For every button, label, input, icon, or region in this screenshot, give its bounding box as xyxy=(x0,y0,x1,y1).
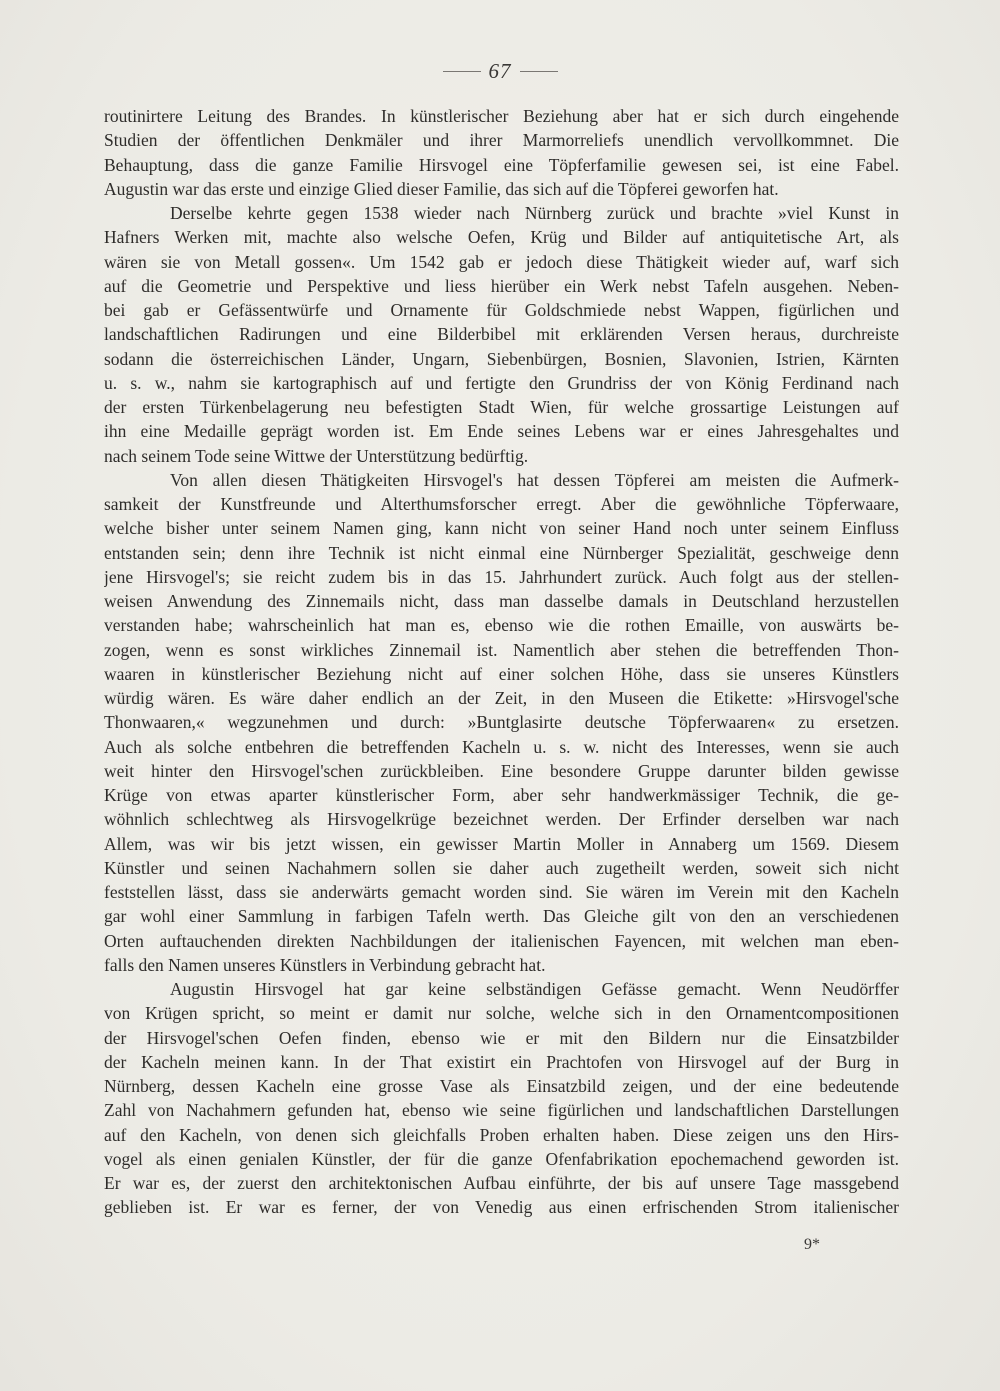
text-line: wären sie von Metall gossen«. Um 1542 gab er jedoch diese Thätigkeit wieder auf, warf sich xyxy=(104,251,899,272)
text-line: Allem, was wir bis jetzt wissen, ein gewisser Martin Moller in Annaberg um 1569. Diesem xyxy=(104,833,899,854)
text-line: gar wohl einer Sammlung in farbigen Tafeln werth. Das Gleiche gilt von den an verschiedenen xyxy=(104,906,899,927)
text-line: Behauptung, dass die ganze Familie Hirsvogel eine Töpferfamilie gewesen sei, ist eine Fabel. xyxy=(104,154,899,175)
text-line: bei gab er Gefässentwürfe und Ornamente für Goldschmiede nebst Wappen, figürlichen und xyxy=(104,300,899,320)
text-line: Thonwaaren,« wegzunehmen und durch: »Buntglasirte deutsche Töpferwaaren« zu ersetzen. xyxy=(104,712,899,733)
text-line: Augustin Hirsvogel hat gar keine selbständigen Gefässe gemacht. Wenn Neudörffer xyxy=(170,979,899,999)
text-line: entstanden sein; denn ihre Technik ist nicht einmal eine Nürnberger Spezialität, geschweige denn xyxy=(104,542,899,563)
text-line: auf die Geometrie und Perspektive und liess hierüber ein Werk nebst Tafeln ausgehen. Neben- xyxy=(104,275,899,296)
text-line: Derselbe kehrte gegen 1538 wieder nach Nürnberg zurück und brachte »viel Kunst in xyxy=(170,203,899,223)
text-line: Auch als solche entbehren die betreffenden Kacheln u. s. w. nicht des Interesses, wenn sie auch xyxy=(104,736,899,757)
text-line: weit hinter den Hirsvogel'schen zurückbleiben. Eine besondere Gruppe darunter bilden gewisse xyxy=(104,760,899,781)
text-line: jene Hirsvogel's; sie reicht zudem bis in das 15. Jahrhundert zurück. Auch folgt aus der stellen- xyxy=(104,566,899,587)
text-line: geblieben ist. Er war es ferner, der von Venedig aus einen erfrischenden Strom italienischer xyxy=(104,1197,899,1218)
text-line: welche bisher unter seinem Namen ging, kann nicht von seiner Hand noch unter seinem Einfluss xyxy=(104,518,899,539)
text-line: vogel als einen genialen Künstler, der für die ganze Ofenfabrikation epochemachend geworden ist. xyxy=(104,1148,899,1169)
text-line: Orten auftauchenden direkten Nachbildungen der italienischen Fayencen, mit welchen man eben- xyxy=(104,930,899,951)
text-line: falls den Namen unseres Künstlers in Verbindung gebracht hat. xyxy=(104,954,546,975)
text-line: der Hirsvogel'schen Oefen finden, ebenso wie er mit den Bildern nur die Einsatzbilder xyxy=(104,1027,899,1048)
text-line: verstanden habe; wahrscheinlich hat man es, ebenso wie die rothen Emaille, von auswärts be- xyxy=(104,615,899,636)
body-text xyxy=(104,104,899,1220)
text-line: auf den Kacheln, von denen sich gleichfalls Proben erhalten haben. Diese zeigen uns den Hirs- xyxy=(104,1124,899,1145)
text-line: Nürnberg, dessen Kacheln eine grosse Vase als Einsatzbild zeigen, und der eine bedeutende xyxy=(104,1076,899,1096)
page-header xyxy=(0,56,1000,86)
text-line: feststellen lässt, dass sie anderwärts gemacht worden sind. Sie wären im Verein mit den Kacheln xyxy=(104,882,899,902)
text-line: der Kacheln meinen kann. In der That existirt ein Prachtofen von Hirsvogel auf der Burg in xyxy=(104,1051,899,1072)
text-line: Augustin war das erste und einzige Glied dieser Familie, das sich auf die Töpferei geworfen hat. xyxy=(104,178,779,199)
text-line: sodann die österreichischen Länder, Ungarn, Siebenbürgen, Bosnien, Slavonien, Istrien, Kärnten xyxy=(104,348,899,369)
header-rule-right xyxy=(520,71,558,72)
text-line: samkeit der Kunstfreunde und Alterthumsforscher erregt. Aber die gewöhnliche Töpferwaare, xyxy=(104,494,899,514)
printer-signature: 9* xyxy=(804,1236,820,1253)
text-line: Hafners Werken mit, machte also welsche Oefen, Krüg und Bilder auf antiquitetische Art, als xyxy=(104,227,899,248)
text-line: Zahl von Nachahmern gefunden hat, ebenso wie seine figürlichen und landschaftlichen Darstellungen xyxy=(104,1100,899,1121)
text-line: Er war es, der zuerst den architektonischen Aufbau einführte, der bis auf unsere Tage massgebend xyxy=(104,1173,899,1193)
text-line: Krüge von etwas aparter künstlerischer Form, aber sehr handwerkmässiger Technik, die ge- xyxy=(104,785,899,805)
text-line: landschaftlichen Radirungen und eine Bilderbibel mit erklärenden Versen heraus, durchreiste xyxy=(104,324,899,345)
text-line: u. s. w., nahm sie kartographisch auf und fertigte den Grundriss der von König Ferdinand nach xyxy=(104,372,899,393)
text-line: nach seinem Tode seine Wittwe der Unterstützung bedürftig. xyxy=(104,445,529,466)
text-line: routinirtere Leitung des Brandes. In künstlerischer Beziehung aber hat er sich durch eingehende xyxy=(104,106,899,126)
text-line: Studien der öffentlichen Denkmäler und ihrer Marmorreliefs unendlich vervollkommnet. Die xyxy=(104,130,899,151)
header-rule-left xyxy=(443,71,481,72)
text-line: ihn eine Medaille geprägt worden ist. Em Ende seines Lebens war er eines Jahresgehaltes und xyxy=(104,421,899,442)
text-line: würdig wären. Es wäre daher endlich an der Zeit, in den Museen die Etikette: »Hirsvogel'sche xyxy=(104,688,899,708)
text-line: waaren in künstlerischer Beziehung nicht auf einer solchen Höhe, dass sie unseres Künstlers xyxy=(104,663,899,684)
page-number: 67 xyxy=(488,58,512,83)
text-line: Künstler und seinen Nachahmern sollen sie daher auch zugetheilt werden, soweit sich nicht xyxy=(104,857,899,878)
text-line: zogen, wenn es sonst wirkliches Zinnemail ist. Namentlich aber stehen die betreffenden Thon- xyxy=(104,639,899,660)
text-line: weisen Anwendung des Zinnemails nicht, dass man dasselbe damals in Deutschland herzustellen xyxy=(104,591,899,611)
text-line: wöhnlich schlechtweg als Hirsvogelkrüge bezeichnet werden. Der Erfinder derselben war nach xyxy=(104,809,899,830)
text-line: Von allen diesen Thätigkeiten Hirsvogel's hat dessen Töpferei am meisten die Aufmerk- xyxy=(170,469,899,490)
text-line: der ersten Türkenbelagerung neu befestigten Stadt Wien, für welche grossartige Leistungen auf xyxy=(104,397,899,417)
text-line: von Krügen spricht, so meint er damit nur solche, welche sich in den Ornamentcompositionen xyxy=(104,1003,899,1024)
